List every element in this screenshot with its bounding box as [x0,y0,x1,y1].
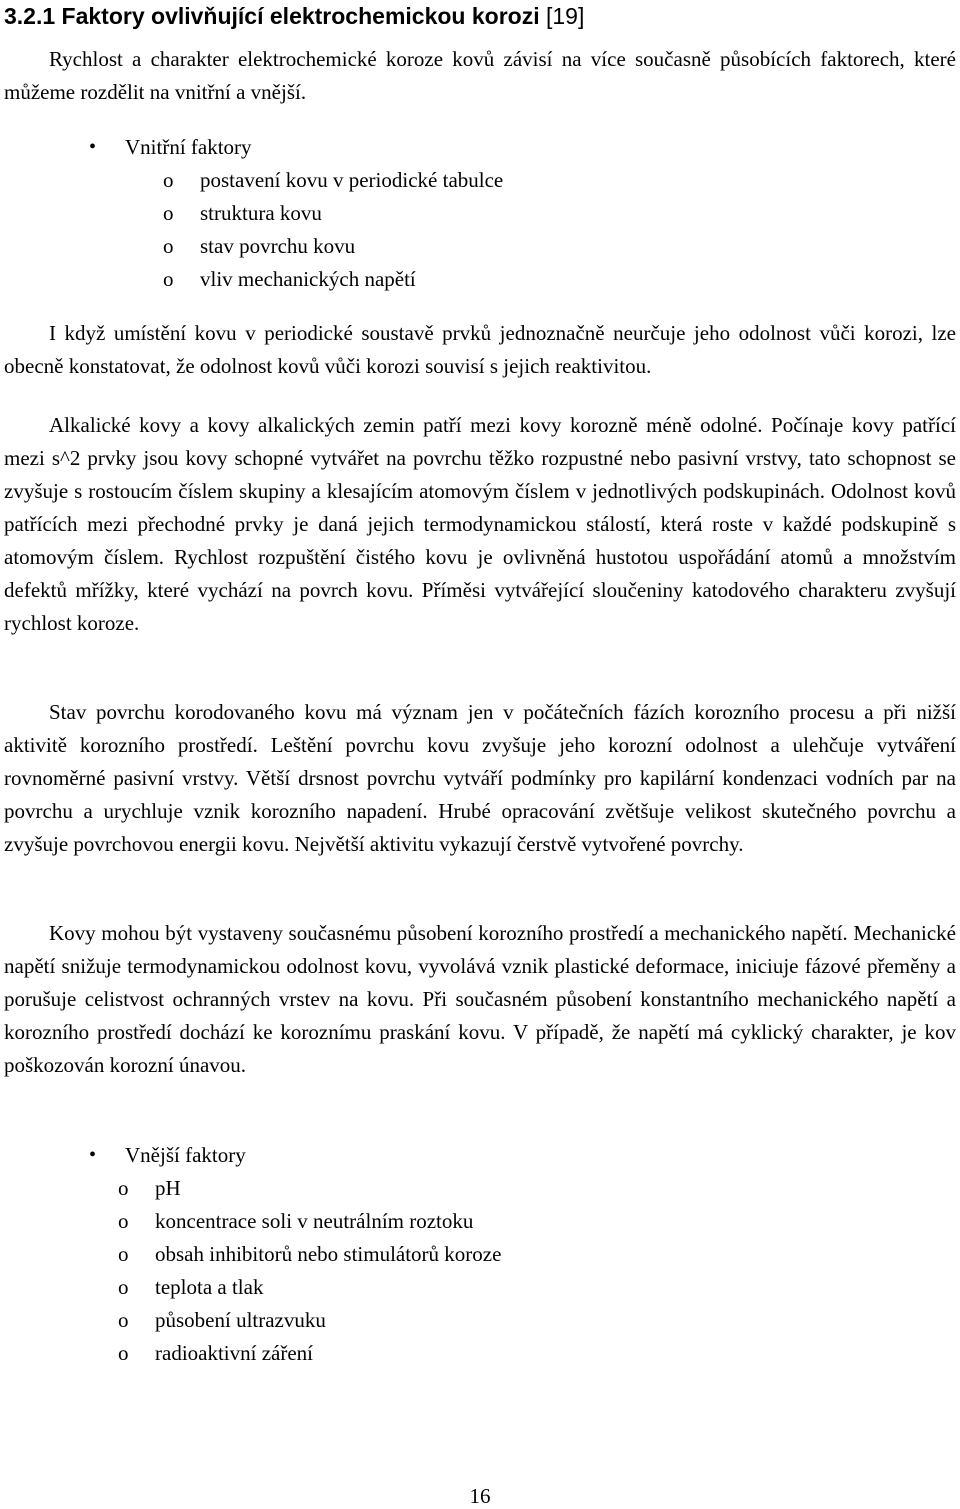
circle-bullet-icon: o [118,1209,129,1233]
body-paragraph: Stav povrchu korodovaného kovu má význam jen v počátečních fázích korozního procesu a při nižší aktivitě korozního prostředí. Leštění povrchu kovu zvyšuje jeho korozní odolnost a ulehčuje vytváření rovnoměrné pasivní vrstvy. Větší drsnost povrchu vytváří podmínky pro kapilární kondenzaci vodních par na povrchu a urychluje vznik korozního napadení. Hrubé opracování zvětšuje velikost skutečného povrchu a zvyšuje povrchovou energii kovu. Největší aktivitu vykazují čerstvě vytvořené povrchy. [4,700,956,856]
section-number: 3.2.1 [4,3,56,29]
circle-bullet-icon: o [118,1176,129,1200]
body-paragraph: I když umístění kovu v periodické soustavě prvků jednoznačně neurčuje jeho odolnost vůči korozi, lze obecně konstatovat, že odolnost kovů vůči korozi souvisí s jejich reaktivitou. [4,321,956,378]
list-item [163,164,504,197]
list-item [118,1337,501,1370]
list-heading-label: Vnitřní faktory [125,135,252,159]
list-item-label: stav povrchu kovu [200,234,356,258]
citation-ref: [19] [545,3,585,29]
intro-paragraph: Rychlost a charakter elektrochemické koroze kovů závisí na více současně působících faktorech, které můžeme rozdělit na vnitřní a vnější. [4,47,956,104]
list-item-label: pH [155,1176,181,1200]
list-item-label: obsah inhibitorů nebo stimulátorů koroze [155,1242,502,1266]
list-heading-label: Vnější faktory [125,1143,246,1167]
list-item [118,1205,501,1238]
list-item [118,1271,501,1304]
page-number: 16 [469,1484,491,1508]
section-title: Faktory ovlivňující elektrochemickou korozi [61,3,540,29]
list-heading [89,131,503,164]
body-paragraph: Kovy mohou být vystaveny současnému působení korozního prostředí a mechanického napětí. Mechanické napětí snižuje termodynamickou odolnost kovu, vyvolává vznik plastické deformace, iniciuje fázové přeměny a porušuje celistvost ochranných vrstev na kovu. Při současném působení konstantního mechanického napětí a korozního prostředí dochází ke koroznímu praskání kovu. V případě, že napětí má cyklický charakter, je kov poškozován korozní únavou. [4,921,956,1077]
list-item [118,1304,501,1337]
external-factors-list [89,1139,502,1370]
list-item-label: koncentrace soli v neutrálním roztoku [155,1209,474,1233]
bullet-icon: • [89,136,97,158]
list-item [118,1172,501,1205]
section-heading [4,0,584,32]
list-item-label: teplota a tlak [155,1275,264,1299]
circle-bullet-icon: o [163,267,174,291]
list-item-label: radioaktivní záření [155,1341,314,1365]
internal-factors-list [89,131,504,296]
list-item [163,263,503,296]
circle-bullet-icon: o [118,1341,129,1365]
circle-bullet-icon: o [118,1275,129,1299]
circle-bullet-icon: o [118,1242,129,1266]
list-item [118,1238,502,1271]
body-paragraph: Alkalické kovy a kovy alkalických zemin patří mezi kovy korozně méně odolné. Počínaje kovy patřící mezi s^2 prvky jsou kovy schopné vytvářet na povrchu těžko rozpustné nebo pasivní vrstvy, tato schopnost se zvyšuje s rostoucím číslem skupiny a klesajícím atomovým číslem v jednotlivých podskupinách. Odolnost kovů patřících mezi přechodné prvky je daná jejich termodynamickou stálostí, která roste v každé podskupině s atomovým číslem. Rychlost rozpuštění čistého kovu je ovlivněná hustotou uspořádání atomů a množstvím defektů mřížky, které vychází na povrch kovu. Příměsi vytvářející sloučeniny katodového charakteru zvyšují rychlost koroze. [4,413,956,635]
list-item-label: struktura kovu [200,201,322,225]
circle-bullet-icon: o [163,168,174,192]
circle-bullet-icon: o [118,1308,129,1332]
bullet-icon: • [89,1144,97,1166]
list-item [163,230,503,263]
list-item [163,197,503,230]
circle-bullet-icon: o [163,201,174,225]
list-item-label: působení ultrazvuku [155,1308,326,1332]
list-item-label: vliv mechanických napětí [200,267,416,291]
list-item-label: postavení kovu v periodické tabulce [200,168,504,192]
circle-bullet-icon: o [163,234,174,258]
list-heading [89,1139,501,1172]
